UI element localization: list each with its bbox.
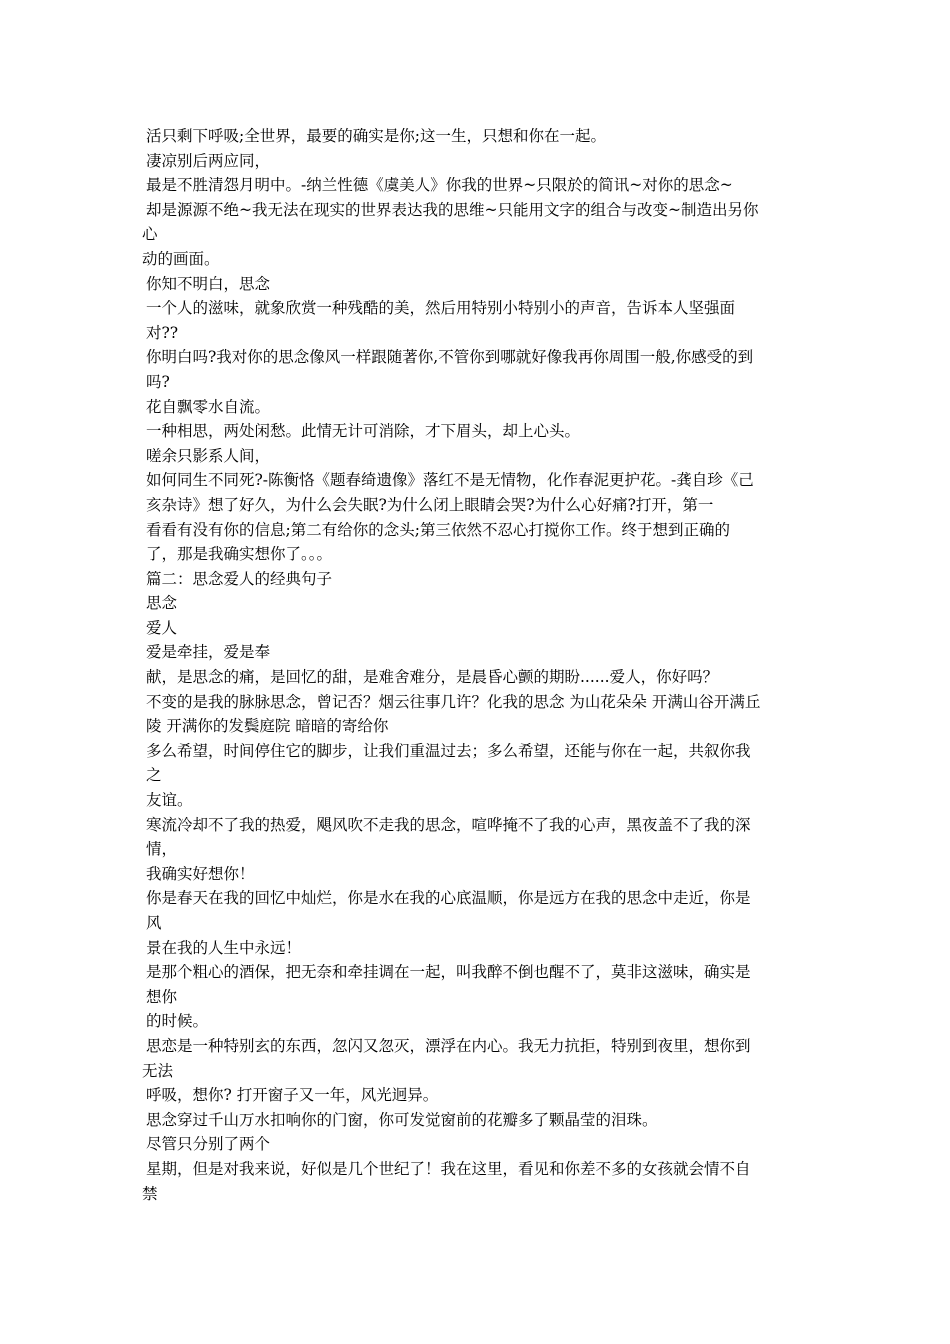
text-line: 了，那是我确实想你了。。。 (146, 545, 333, 564)
text-line: 你明白吗?我对你的思念像风一样跟随著你,不管你到哪就好像我再你周围一般,你感受的到 (146, 348, 754, 367)
text-line: 思恋是一种特别玄的东西，忽闪又忽灭，漂浮在内心。我无力抗拒，特别到夜里，想你到 (146, 1036, 751, 1055)
text-line: 对?? (146, 323, 179, 342)
text-line: 尽管只分别了两个 (146, 1135, 271, 1154)
text-line: 友谊。 (146, 791, 193, 810)
body-text (142, 124, 816, 1206)
text-line: 凄凉别后两应同， (146, 151, 271, 170)
text-line: 吗? (146, 372, 170, 391)
text-line: 想你 (146, 987, 178, 1006)
text-line: 无法 (142, 1061, 174, 1080)
text-line: 多么希望，时间停住它的脚步，让我们重温过去；多么希望，还能与你在一起，共叙你我 (146, 741, 751, 760)
text-line: 动的画面。 (142, 249, 220, 268)
text-line: 我确实好想你！ (146, 864, 255, 883)
text-line: 寒流冷却不了我的热爱，飓风吹不走我的思念，喧哗掩不了我的心声，黑夜盖不了我的深 (146, 815, 751, 834)
text-line: 却是源源不绝~我无法在现实的世界表达我的思维~只能用文字的组合与改变~制造出另你 (146, 200, 759, 219)
text-line: 看看有没有你的信息;第二有给你的念头;第三依然不忍心打搅你工作。终于想到正确的 (146, 520, 730, 539)
text-line: 景在我的人生中永远！ (146, 938, 302, 957)
text-line: 一种相思，两处闲愁。此情无计可消除，才下眉头，却上心头。 (146, 422, 581, 441)
text-line: 亥杂诗》想了好久，为什么会失眠?为什么闭上眼睛会哭?为什么心好痛?打开，第一 (146, 495, 714, 514)
text-line: 星期，但是对我来说，好似是几个世纪了！我在这里，看见和你差不多的女孩就会情不自 (146, 1159, 751, 1178)
text-line: 之 (146, 766, 162, 785)
text-line: 风 (146, 914, 162, 932)
text-line: 一个人的滋味，就象欣赏一种残酷的美，然后用特别小特别小的声音，告诉本人坚强面 (146, 299, 736, 318)
text-line: 不变的是我的脉脉思念，曾记否？烟云往事几许？化我的思念 为山花朵朵 开满山谷开满丘 (146, 692, 761, 711)
text-line: 如何同生不同死?-陈衡恪《题春绮遗像》落红不是无情物，化作春泥更护花。-龚自珍《己 (146, 471, 754, 490)
text-line: 活只剩下呼吸;全世界，最要的确实是你;这一生，只想和你在一起。 (146, 127, 606, 145)
text-line: 思念 (146, 594, 178, 613)
text-line: 花自飘零水自流。 (146, 397, 271, 416)
text-line: 你是春天在我的回忆中灿烂，你是水在我的心底温顺，你是远方在我的思念中走近，你是 (146, 889, 751, 908)
text-line: 的时候。 (146, 1012, 209, 1031)
text-line: 爱人 (146, 618, 178, 637)
text-line: 篇二：思念爱人的经典句子 (146, 569, 333, 588)
text-line: 嗟余只影系人间， (146, 446, 271, 465)
text-line: 你知不明白，思念 (146, 274, 271, 293)
text-line: 爱是牵挂，爱是奉 (146, 643, 271, 662)
text-line: 禁 (142, 1184, 158, 1203)
text-line: 情， (146, 840, 178, 859)
text-line: 献，是思念的痛，是回忆的甜，是难舍难分，是晨昏心颤的期盼......爱人，你好吗？ (146, 668, 719, 687)
text-line: 呼吸，想你? 打开窗子又一年，风光迥异。 (146, 1086, 439, 1105)
text-line: 最是不胜清怨月明中。-纳兰性德《虞美人》你我的世界~只限於的简讯~对你的思念~ (146, 176, 733, 195)
text-line: 陵 开满你的发鬓庭院 暗暗的寄给你 (146, 717, 389, 736)
text-line: 是那个粗心的酒保，把无奈和牵挂调在一起，叫我醉不倒也醒不了，莫非这滋味，确实是 (146, 963, 751, 982)
text-line: 心 (142, 225, 158, 244)
text-line: 思念穿过千山万水扣响你的门窗，你可发觉窗前的花瓣多了颗晶莹的泪珠。 (146, 1110, 658, 1129)
